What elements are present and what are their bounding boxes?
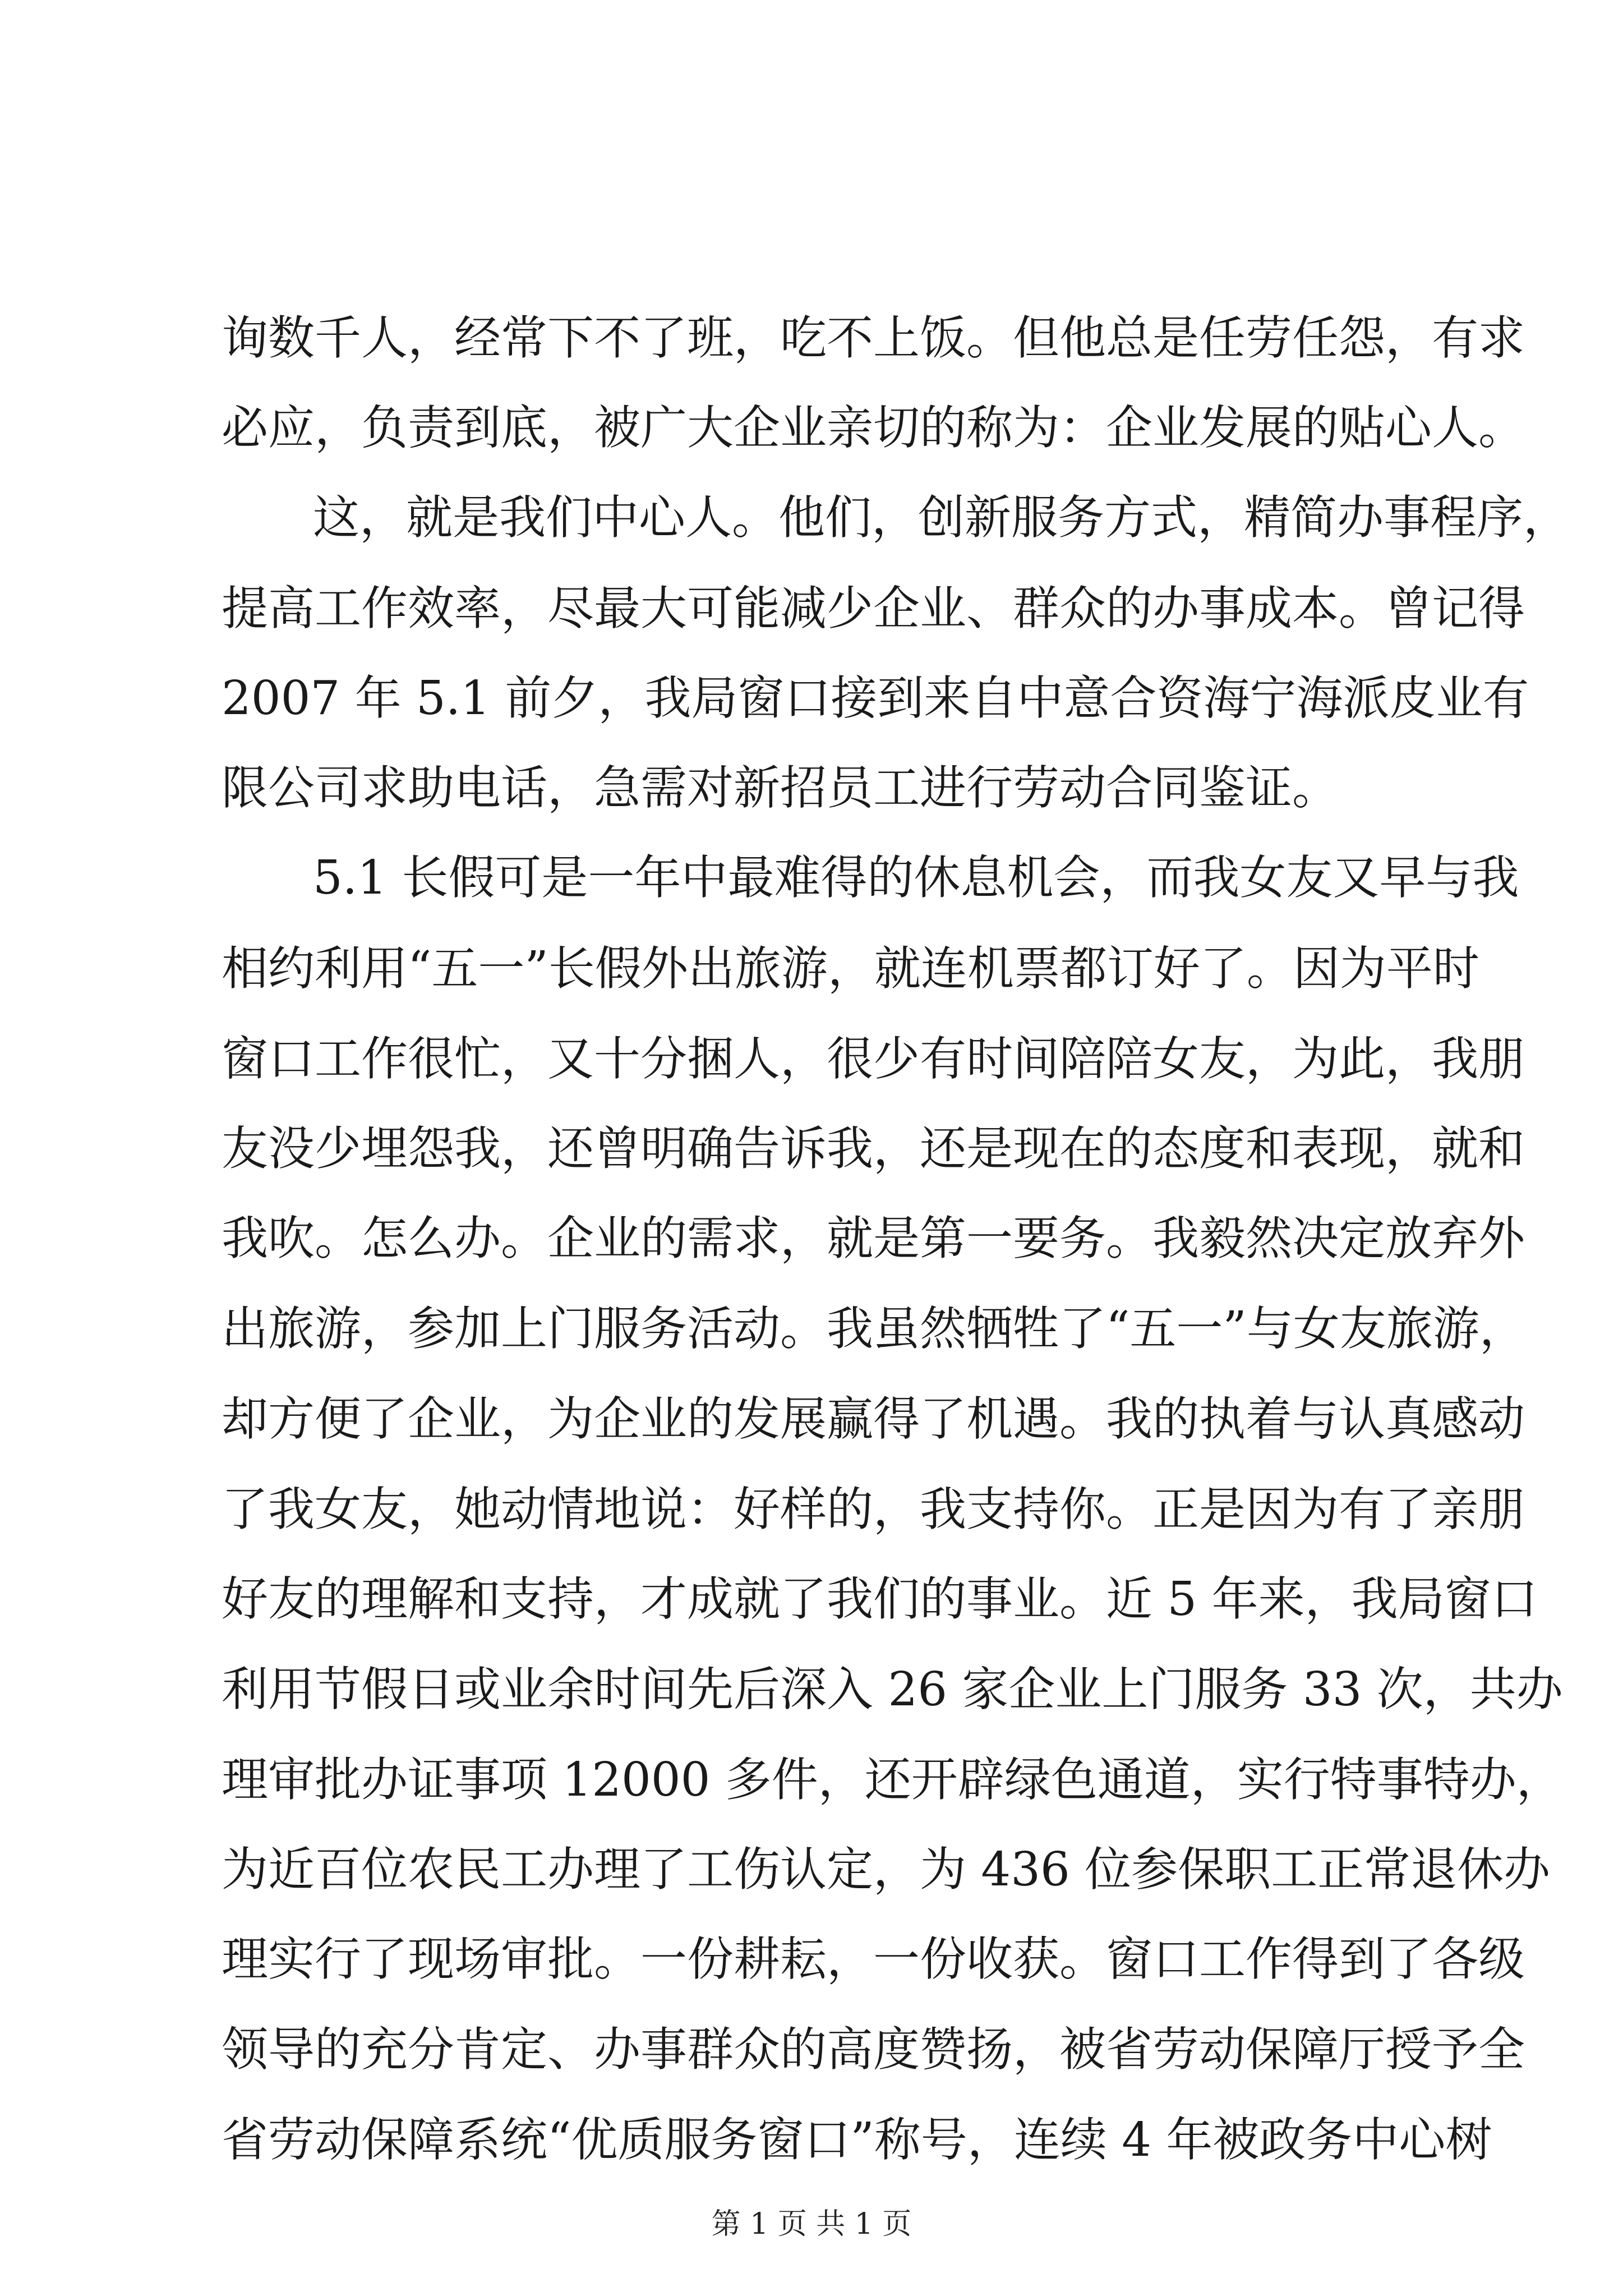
text-line: 出旅游，参加上门服务活动。我虽然牺牲了“五一”与女友旅游， [222,1301,1526,1356]
page-footer: 第 1 页 共 1 页 [711,2207,912,2241]
text-line: 5.1 长假可是一年中最难得的休息机会，而我女友又早与我 [313,850,1519,905]
text-line: 相约利用“五一”长假外出旅游，就连机票都订好了。因为平时 [222,941,1479,996]
text-line: 提高工作效率，尽最大可能减少企业、群众的办事成本。曾记得 [222,581,1525,636]
text-line: 理实行了现场审批。一份耕耘，一份收获。窗口工作得到了各级 [222,1932,1525,1986]
text-line: 理审批办证事项 12000 多件，还开辟绿色通道，实行特事特办， [222,1752,1563,1807]
text-line: 询数千人，经常下不了班，吃不上饭。但他总是任劳任怨，有求 [222,311,1525,365]
text-line: 省劳动保障系统“优质服务窗口”称号，连续 4 年被政务中心树 [222,2113,1492,2167]
text-line: 2007 年 5.1 前夕，我局窗口接到来自中意合资海宁海派皮业有 [222,671,1529,725]
text-line: 了我女友，她动情地说：好样的，我支持你。正是因为有了亲朋 [222,1482,1525,1536]
text-line: 必应，负责到底，被广大企业亲切的称为：企业发展的贴心人。 [222,401,1525,455]
text-line: 友没少埋怨我，还曾明确告诉我，还是现在的态度和表现，就和 [222,1121,1525,1176]
text-line: 窗口工作很忙，又十分捆人，很少有时间陪陪女友，为此，我朋 [222,1032,1525,1086]
text-line: 利用节假日或业余时间先后深入 26 家企业上门服务 33 次，共办 [222,1662,1563,1717]
text-line: 这，就是我们中心人。他们，创新服务方式，精简办事程序， [313,490,1570,545]
text-line: 我吹。怎么办。企业的需求，就是第一要务。我毅然决定放弃外 [222,1211,1525,1266]
text-line: 限公司求助电话，急需对新招员工进行劳动合同鉴证。 [222,761,1339,815]
text-line: 领导的充分肯定、办事群众的高度赞扬，被省劳动保障厅授予全 [222,2022,1525,2077]
text-line: 好友的理解和支持，才成就了我们的事业。近 5 年来，我局窗口 [222,1572,1538,1626]
text-line: 为近百位农民工办理了工伤认定，为 436 位参保职工正常退休办 [222,1842,1551,1897]
text-line: 却方便了企业，为企业的发展赢得了机遇。我的执着与认真感动 [222,1392,1525,1446]
